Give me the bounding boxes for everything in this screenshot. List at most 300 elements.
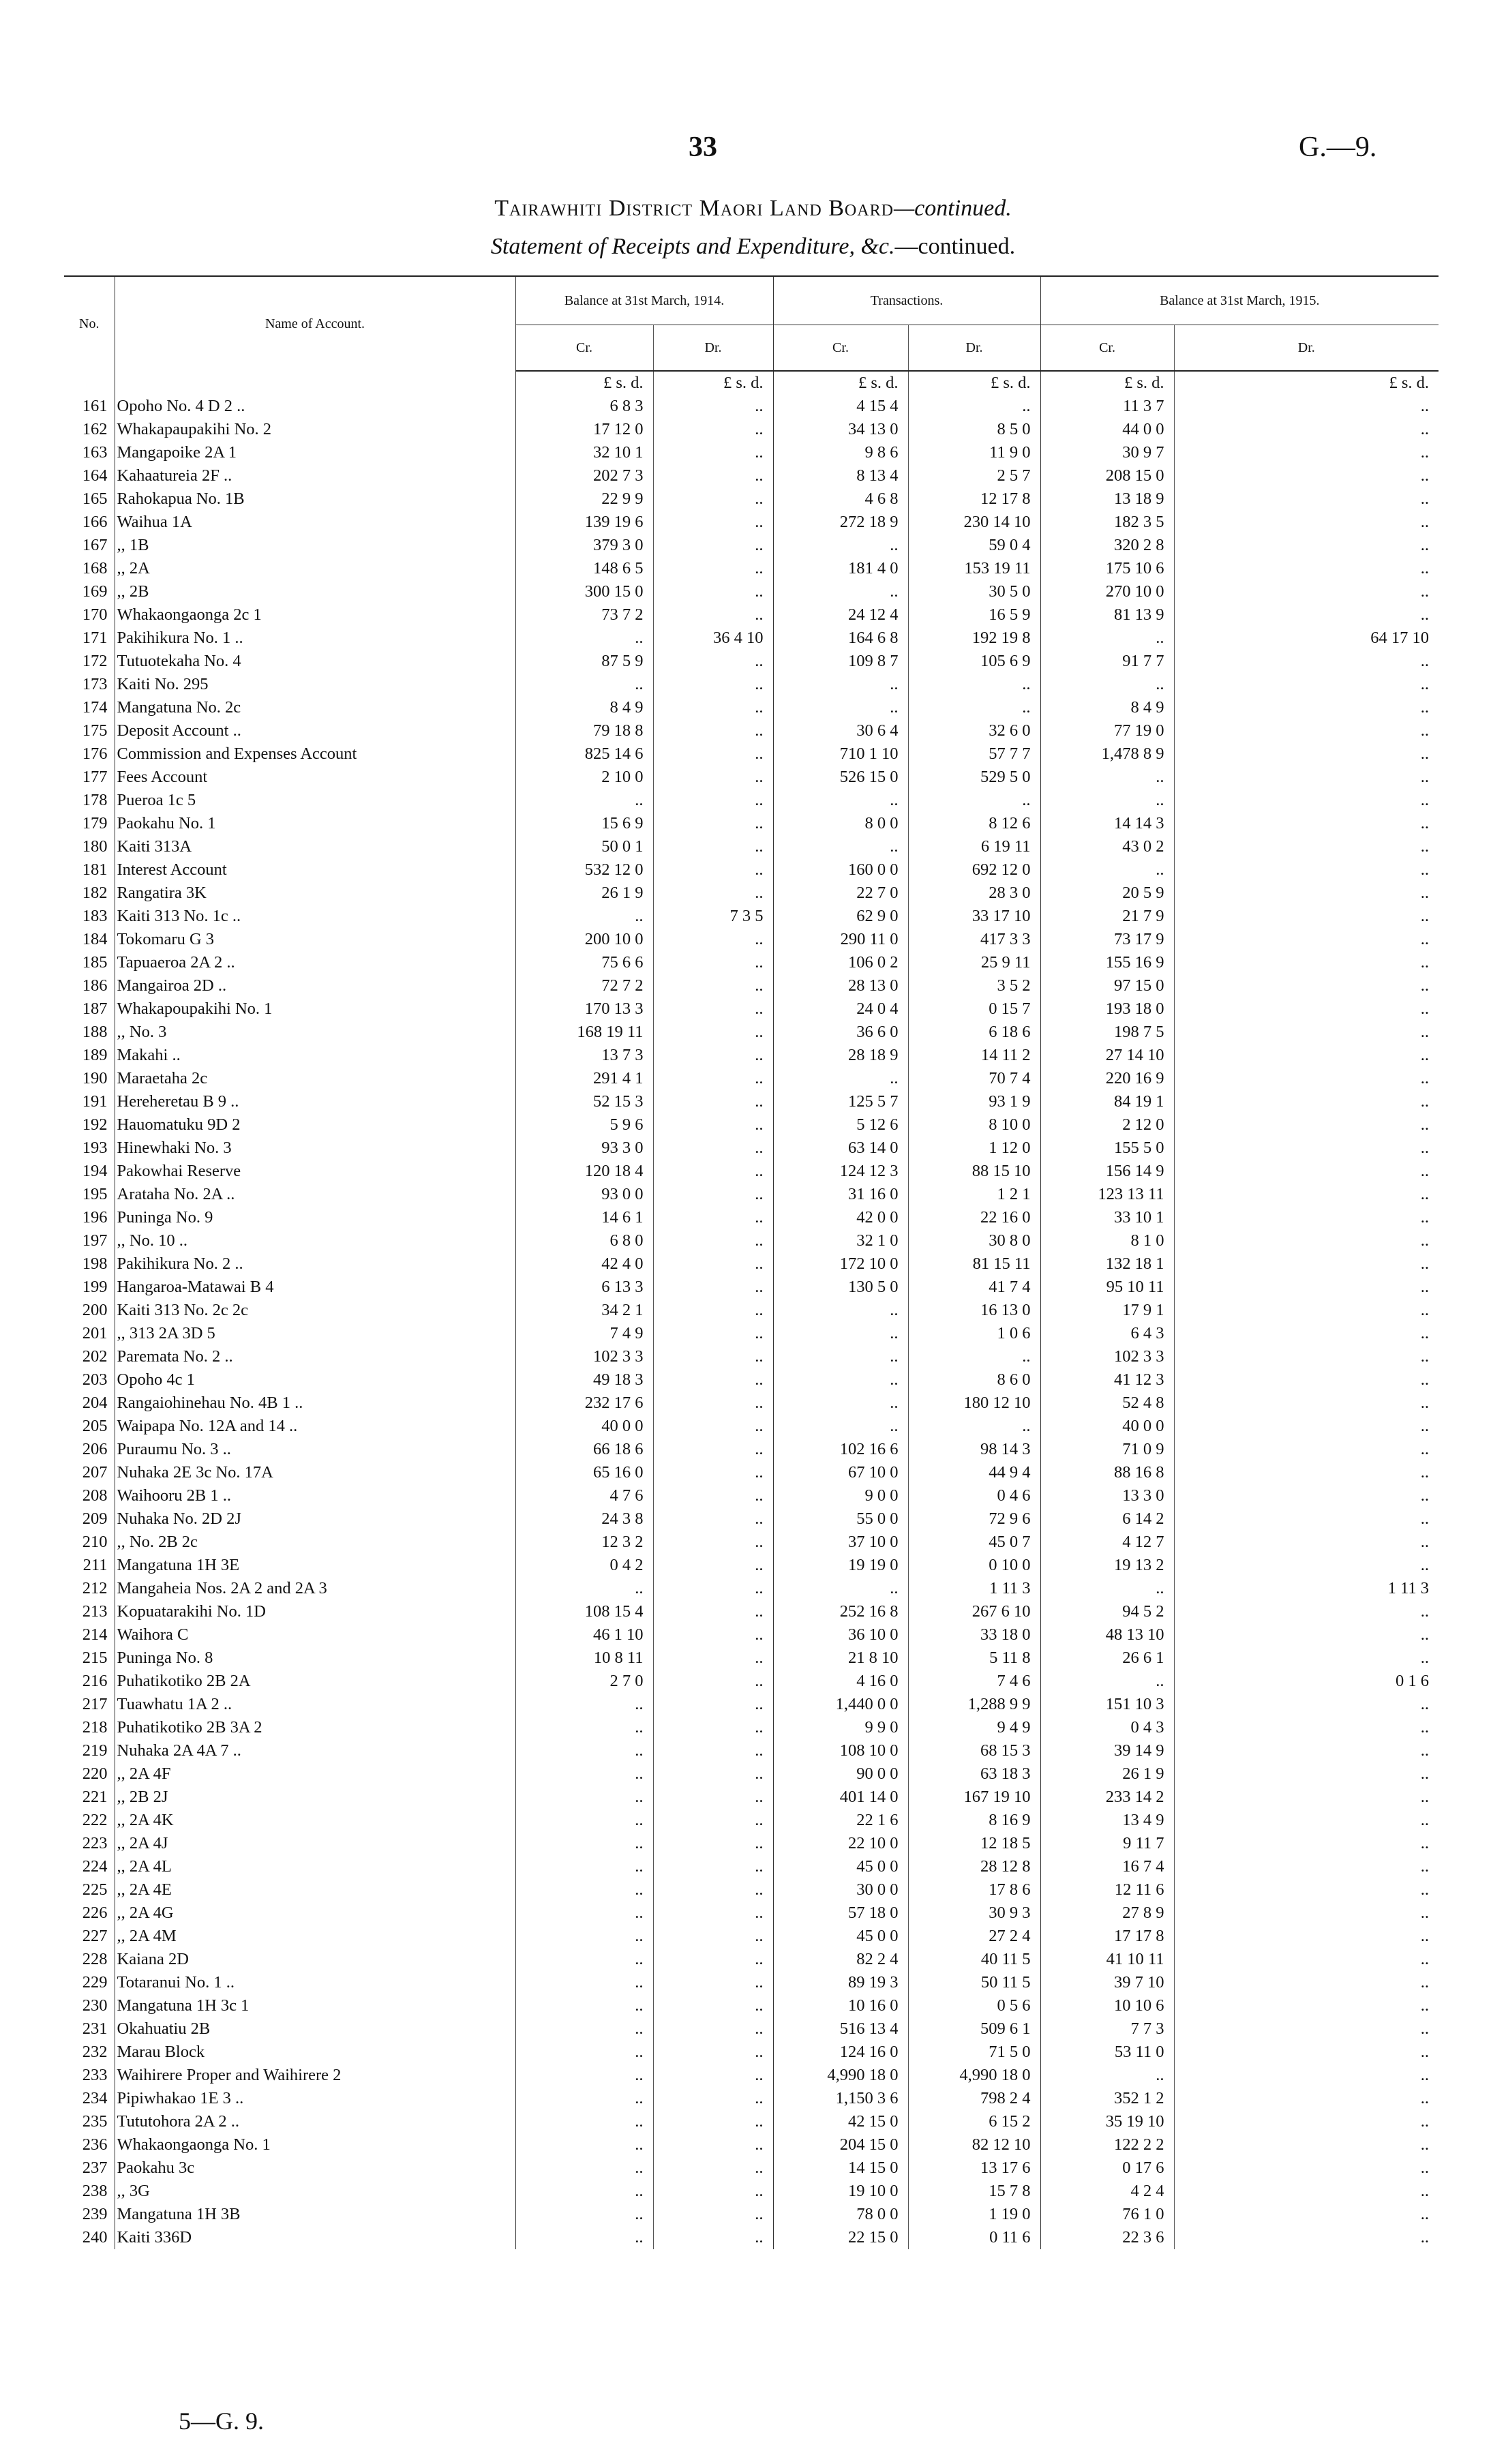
transactions-dr: 8 5 0 xyxy=(908,418,1040,441)
page-subtitle xyxy=(0,234,1506,260)
account-name: Hereheretau B 9 .. xyxy=(115,1090,515,1113)
footer-signature: 5—G. 9. xyxy=(179,2407,264,2435)
account-number: 234 xyxy=(82,2089,108,2107)
balance-1914-dr: .. xyxy=(653,1392,773,1415)
balance-1915-dr: .. xyxy=(1174,2017,1439,2041)
balance-1914-cr: 148 6 5 xyxy=(515,557,653,580)
balance-1915-cr: 10 10 6 xyxy=(1040,1994,1174,2017)
account-number: 209 xyxy=(82,1509,108,1528)
balance-1914-dr: .. xyxy=(653,418,773,441)
account-name: Tokomaru G 3 xyxy=(115,928,515,951)
transactions-cr: 22 10 0 xyxy=(773,1832,908,1855)
table-row xyxy=(64,696,1439,719)
table-row xyxy=(64,1855,1439,1878)
balance-1915-cr: 17 9 1 xyxy=(1040,1299,1174,1322)
balance-1915-dr: .. xyxy=(1174,1994,1439,2017)
balance-1914-cr: .. xyxy=(515,1902,653,1925)
balance-1914-dr: .. xyxy=(653,742,773,766)
transactions-cr: .. xyxy=(773,1067,908,1090)
balance-1915-dr: .. xyxy=(1174,1206,1439,1229)
transactions-dr: 1 11 3 xyxy=(908,1577,1040,1600)
transactions-cr: 252 16 8 xyxy=(773,1600,908,1623)
balance-1915-cr: 88 16 8 xyxy=(1040,1461,1174,1484)
balance-1915-dr: .. xyxy=(1174,1438,1439,1461)
balance-1915-cr: 175 10 6 xyxy=(1040,557,1174,580)
transactions-dr: .. xyxy=(908,673,1040,696)
transactions-cr: 124 12 3 xyxy=(773,1160,908,1183)
transactions-cr: 19 19 0 xyxy=(773,1554,908,1577)
balance-1914-cr: 532 12 0 xyxy=(515,858,653,882)
account-name: Puninga No. 8 xyxy=(115,1647,515,1670)
balance-1914-cr: 73 7 2 xyxy=(515,603,653,627)
account-number: 165 xyxy=(82,490,108,508)
account-number: 163 xyxy=(82,443,108,462)
account-name: Waihooru 2B 1 .. xyxy=(115,1484,515,1507)
transactions-dr: .. xyxy=(908,789,1040,812)
account-name: Tapuaeroa 2A 2 .. xyxy=(115,951,515,974)
balance-1915-cr: 26 6 1 xyxy=(1040,1647,1174,1670)
balance-1915-dr: .. xyxy=(1174,1021,1439,1044)
account-number: 227 xyxy=(82,1927,108,1945)
balance-1914-cr: .. xyxy=(515,2110,653,2133)
currency-unit: £ s. d. xyxy=(908,371,1040,395)
account-name: Hangaroa-Matawai B 4 xyxy=(115,1276,515,1299)
balance-1914-dr: .. xyxy=(653,789,773,812)
balance-1915-dr: .. xyxy=(1174,789,1439,812)
account-number: 218 xyxy=(82,1718,108,1737)
balance-1915-dr: .. xyxy=(1174,1693,1439,1716)
balance-1914-cr: 108 15 4 xyxy=(515,1600,653,1623)
account-name: Waihirere Proper and Waihirere 2 xyxy=(115,2064,515,2087)
account-number: 223 xyxy=(82,1834,108,1852)
balance-1915-cr: 2 12 0 xyxy=(1040,1113,1174,1137)
table-row xyxy=(64,1716,1439,1739)
account-number: 182 xyxy=(82,884,108,902)
balance-1914-dr: .. xyxy=(653,2064,773,2087)
balance-1915-dr: .. xyxy=(1174,1229,1439,1252)
table-row xyxy=(64,1878,1439,1902)
account-name: Puraumu No. 3 .. xyxy=(115,1438,515,1461)
table-row xyxy=(64,1137,1439,1160)
balance-1915-dr: 64 17 10 xyxy=(1174,627,1439,650)
balance-1915-cr: 132 18 1 xyxy=(1040,1252,1174,1276)
balance-1914-cr: 7 4 9 xyxy=(515,1322,653,1345)
table-row xyxy=(64,2087,1439,2110)
balance-1914-cr: 168 19 11 xyxy=(515,1021,653,1044)
account-number: 167 xyxy=(82,536,108,554)
balance-1915-cr: 71 0 9 xyxy=(1040,1438,1174,1461)
transactions-dr: 167 19 10 xyxy=(908,1786,1040,1809)
balance-1914-dr: .. xyxy=(653,1368,773,1392)
table-row xyxy=(64,2226,1439,2249)
balance-1914-dr: .. xyxy=(653,2041,773,2064)
transactions-dr: 28 12 8 xyxy=(908,1855,1040,1878)
table-row xyxy=(64,812,1439,835)
account-name: Fees Account xyxy=(115,766,515,789)
balance-1915-cr: 123 13 11 xyxy=(1040,1183,1174,1206)
account-name: ,, No. 10 .. xyxy=(115,1229,515,1252)
transactions-cr: 55 0 0 xyxy=(773,1507,908,1531)
transactions-cr: 290 11 0 xyxy=(773,928,908,951)
balance-1915-cr: .. xyxy=(1040,627,1174,650)
balance-1914-cr: 52 15 3 xyxy=(515,1090,653,1113)
balance-1914-dr: .. xyxy=(653,1021,773,1044)
balance-1915-cr: 52 4 8 xyxy=(1040,1392,1174,1415)
balance-1915-dr: .. xyxy=(1174,464,1439,487)
balance-1914-dr: .. xyxy=(653,1299,773,1322)
balance-1914-dr: .. xyxy=(653,1600,773,1623)
account-number: 194 xyxy=(82,1162,108,1180)
balance-1915-cr: 155 5 0 xyxy=(1040,1137,1174,1160)
balance-1914-cr: 200 10 0 xyxy=(515,928,653,951)
balance-1914-cr: .. xyxy=(515,2157,653,2180)
balance-1915-cr: 8 1 0 xyxy=(1040,1229,1174,1252)
balance-1915-cr: 41 12 3 xyxy=(1040,1368,1174,1392)
table-row xyxy=(64,2017,1439,2041)
balance-1915-dr: .. xyxy=(1174,557,1439,580)
table-row xyxy=(64,1809,1439,1832)
account-name: Rangatira 3K xyxy=(115,882,515,905)
balance-1915-cr: 39 7 10 xyxy=(1040,1971,1174,1994)
table-row xyxy=(64,1067,1439,1090)
balance-1915-cr: 35 19 10 xyxy=(1040,2110,1174,2133)
table-row xyxy=(64,1160,1439,1183)
balance-1915-cr: 20 5 9 xyxy=(1040,882,1174,905)
balance-1914-cr: 87 5 9 xyxy=(515,650,653,673)
account-name: Commission and Expenses Account xyxy=(115,742,515,766)
account-name: Tuawhatu 1A 2 .. xyxy=(115,1693,515,1716)
account-name: ,, 2A 4K xyxy=(115,1809,515,1832)
balance-1915-dr: 0 1 6 xyxy=(1174,1670,1439,1693)
account-number: 213 xyxy=(82,1602,108,1621)
account-number: 240 xyxy=(82,2228,108,2247)
balance-1915-dr: .. xyxy=(1174,1971,1439,1994)
transactions-dr: 44 9 4 xyxy=(908,1461,1040,1484)
transactions-cr: 30 6 4 xyxy=(773,719,908,742)
balance-1915-cr: 73 17 9 xyxy=(1040,928,1174,951)
table-row xyxy=(64,2064,1439,2087)
transactions-cr: 516 13 4 xyxy=(773,2017,908,2041)
balance-1914-cr: .. xyxy=(515,1809,653,1832)
account-number: 183 xyxy=(82,907,108,925)
transactions-dr: 33 18 0 xyxy=(908,1623,1040,1647)
account-name: Nuhaka No. 2D 2J xyxy=(115,1507,515,1531)
account-name: ,, 1B xyxy=(115,534,515,557)
transactions-dr: 70 7 4 xyxy=(908,1067,1040,1090)
balance-1915-cr: 95 10 11 xyxy=(1040,1276,1174,1299)
transactions-dr: 28 3 0 xyxy=(908,882,1040,905)
account-name: Whakaongaonga No. 1 xyxy=(115,2133,515,2157)
transactions-dr: 6 15 2 xyxy=(908,2110,1040,2133)
balance-1914-dr: 36 4 10 xyxy=(653,627,773,650)
account-number: 230 xyxy=(82,1996,108,2015)
transactions-dr: 33 17 10 xyxy=(908,905,1040,928)
account-name: Kaiti 336D xyxy=(115,2226,515,2249)
balance-1915-cr: 13 4 9 xyxy=(1040,1809,1174,1832)
balance-1915-dr: .. xyxy=(1174,1345,1439,1368)
balance-1914-cr: 291 4 1 xyxy=(515,1067,653,1090)
transactions-cr: .. xyxy=(773,1322,908,1345)
balance-1915-dr: .. xyxy=(1174,1762,1439,1786)
balance-1914-cr: .. xyxy=(515,2180,653,2203)
table-row xyxy=(64,2203,1439,2226)
account-name: Waihora C xyxy=(115,1623,515,1647)
table-row xyxy=(64,2157,1439,2180)
balance-1915-cr: .. xyxy=(1040,1670,1174,1693)
balance-1915-dr: .. xyxy=(1174,1461,1439,1484)
transactions-dr: 81 15 11 xyxy=(908,1252,1040,1276)
balance-1915-dr: .. xyxy=(1174,812,1439,835)
table-row xyxy=(64,1693,1439,1716)
account-name: Hauomatuku 9D 2 xyxy=(115,1113,515,1137)
account-name: Puhatikotiko 2B 3A 2 xyxy=(115,1716,515,1739)
table-row xyxy=(64,1252,1439,1276)
balance-1915-cr: 156 14 9 xyxy=(1040,1160,1174,1183)
account-number: 161 xyxy=(82,397,108,415)
transactions-cr: 4 6 8 xyxy=(773,487,908,511)
table-row xyxy=(64,580,1439,603)
balance-1915-dr: .. xyxy=(1174,650,1439,673)
table-row xyxy=(64,534,1439,557)
transactions-dr: 1 0 6 xyxy=(908,1322,1040,1345)
balance-1915-dr: .. xyxy=(1174,1878,1439,1902)
balance-1914-cr: 5 9 6 xyxy=(515,1113,653,1137)
table-row xyxy=(64,1994,1439,2017)
balance-1915-cr: 208 15 0 xyxy=(1040,464,1174,487)
balance-1914-dr: .. xyxy=(653,951,773,974)
table-row xyxy=(64,441,1439,464)
balance-1914-cr: 22 9 9 xyxy=(515,487,653,511)
balance-1915-cr: 41 10 11 xyxy=(1040,1948,1174,1971)
account-number: 222 xyxy=(82,1811,108,1829)
transactions-dr: 98 14 3 xyxy=(908,1438,1040,1461)
transactions-cr: .. xyxy=(773,1577,908,1600)
table-row xyxy=(64,2041,1439,2064)
balance-1914-dr: .. xyxy=(653,395,773,418)
account-name: Opoho 4c 1 xyxy=(115,1368,515,1392)
account-name: Mangairoa 2D .. xyxy=(115,974,515,997)
balance-1915-cr: .. xyxy=(1040,2064,1174,2087)
transactions-dr: 1 19 0 xyxy=(908,2203,1040,2226)
balance-1914-cr: 75 6 6 xyxy=(515,951,653,974)
table-row xyxy=(64,464,1439,487)
balance-1914-dr: .. xyxy=(653,1252,773,1276)
balance-1915-cr: .. xyxy=(1040,673,1174,696)
balance-1914-cr: 2 10 0 xyxy=(515,766,653,789)
balance-1915-cr: 17 17 8 xyxy=(1040,1925,1174,1948)
account-name: Whakaongaonga 2c 1 xyxy=(115,603,515,627)
balance-1914-cr: 8 4 9 xyxy=(515,696,653,719)
transactions-dr: 30 8 0 xyxy=(908,1229,1040,1252)
balance-1914-dr: .. xyxy=(653,464,773,487)
balance-1914-cr: 120 18 4 xyxy=(515,1160,653,1183)
balance-1914-cr: 15 6 9 xyxy=(515,812,653,835)
table-row xyxy=(64,1392,1439,1415)
account-number: 176 xyxy=(82,745,108,763)
balance-1914-cr: 46 1 10 xyxy=(515,1623,653,1647)
table-row xyxy=(64,766,1439,789)
balance-1914-dr: .. xyxy=(653,2203,773,2226)
balance-1915-cr: 48 13 10 xyxy=(1040,1623,1174,1647)
balance-1914-dr: .. xyxy=(653,1137,773,1160)
balance-1914-dr: .. xyxy=(653,557,773,580)
table-row xyxy=(64,395,1439,418)
header-transactions: Transactions. xyxy=(773,276,1040,325)
balance-1915-cr: 102 3 3 xyxy=(1040,1345,1174,1368)
transactions-cr: .. xyxy=(773,1345,908,1368)
account-name: Pueroa 1c 5 xyxy=(115,789,515,812)
table-row xyxy=(64,1322,1439,1345)
transactions-dr: 1 12 0 xyxy=(908,1137,1040,1160)
transactions-dr: 40 11 5 xyxy=(908,1948,1040,1971)
transactions-cr: 102 16 6 xyxy=(773,1438,908,1461)
balance-1914-cr: 232 17 6 xyxy=(515,1392,653,1415)
account-number: 235 xyxy=(82,2112,108,2131)
account-number: 199 xyxy=(82,1278,108,1296)
table-row xyxy=(64,557,1439,580)
title-suffix: —continued. xyxy=(893,196,1012,221)
balance-1915-cr: 53 11 0 xyxy=(1040,2041,1174,2064)
account-number: 162 xyxy=(82,420,108,438)
balance-1915-dr: .. xyxy=(1174,882,1439,905)
balance-1914-dr: .. xyxy=(653,696,773,719)
balance-1914-dr: .. xyxy=(653,1554,773,1577)
table-row xyxy=(64,1739,1439,1762)
transactions-cr: 1,440 0 0 xyxy=(773,1693,908,1716)
balance-1915-dr: .. xyxy=(1174,1392,1439,1415)
balance-1915-dr: .. xyxy=(1174,1299,1439,1322)
transactions-dr: 105 6 9 xyxy=(908,650,1040,673)
account-number: 219 xyxy=(82,1741,108,1760)
balance-1914-cr: .. xyxy=(515,627,653,650)
transactions-cr: 45 0 0 xyxy=(773,1925,908,1948)
balance-1914-cr: .. xyxy=(515,1786,653,1809)
balance-1914-dr: .. xyxy=(653,928,773,951)
transactions-cr: 130 5 0 xyxy=(773,1276,908,1299)
transactions-cr: 9 8 6 xyxy=(773,441,908,464)
table-row xyxy=(64,1484,1439,1507)
balance-1915-dr: .. xyxy=(1174,951,1439,974)
transactions-cr: .. xyxy=(773,789,908,812)
table-row xyxy=(64,1276,1439,1299)
balance-1915-dr: .. xyxy=(1174,1600,1439,1623)
account-number: 181 xyxy=(82,860,108,879)
transactions-dr: 30 9 3 xyxy=(908,1902,1040,1925)
transactions-dr: 1,288 9 9 xyxy=(908,1693,1040,1716)
account-number: 195 xyxy=(82,1185,108,1203)
balance-1915-dr: .. xyxy=(1174,1902,1439,1925)
header-cr: Cr. xyxy=(515,325,653,372)
balance-1914-dr: .. xyxy=(653,1762,773,1786)
transactions-dr: 4,990 18 0 xyxy=(908,2064,1040,2087)
balance-1914-cr: .. xyxy=(515,1948,653,1971)
account-number: 180 xyxy=(82,837,108,856)
balance-1914-cr: .. xyxy=(515,1925,653,1948)
transactions-cr: 82 2 4 xyxy=(773,1948,908,1971)
account-name: Marau Block xyxy=(115,2041,515,2064)
account-name: ,, 3G xyxy=(115,2180,515,2203)
balance-1914-cr: 0 4 2 xyxy=(515,1554,653,1577)
balance-1914-dr: .. xyxy=(653,1786,773,1809)
account-number: 200 xyxy=(82,1301,108,1319)
transactions-cr: 22 7 0 xyxy=(773,882,908,905)
balance-1915-cr: 122 2 2 xyxy=(1040,2133,1174,2157)
transactions-dr: .. xyxy=(908,696,1040,719)
balance-1914-dr: .. xyxy=(653,580,773,603)
account-number: 210 xyxy=(82,1533,108,1551)
balance-1914-cr: 72 7 2 xyxy=(515,974,653,997)
header-balance-1914: Balance at 31st March, 1914. xyxy=(515,276,773,325)
balance-1914-cr: .. xyxy=(515,1739,653,1762)
table-row xyxy=(64,2180,1439,2203)
header-dr: Dr. xyxy=(653,325,773,372)
balance-1914-dr: .. xyxy=(653,882,773,905)
account-name: Mangatuna 1H 3c 1 xyxy=(115,1994,515,2017)
balance-1914-dr: .. xyxy=(653,1507,773,1531)
transactions-cr: 9 9 0 xyxy=(773,1716,908,1739)
account-name: ,, 2B xyxy=(115,580,515,603)
transactions-dr: 0 11 6 xyxy=(908,2226,1040,2249)
balance-1914-cr: .. xyxy=(515,673,653,696)
transactions-cr: 42 15 0 xyxy=(773,2110,908,2133)
balance-1915-cr: 9 11 7 xyxy=(1040,1832,1174,1855)
table-row xyxy=(64,1461,1439,1484)
transactions-dr: 13 17 6 xyxy=(908,2157,1040,2180)
transactions-dr: 0 4 6 xyxy=(908,1484,1040,1507)
account-number: 212 xyxy=(82,1579,108,1597)
balance-1914-dr: .. xyxy=(653,487,773,511)
balance-1914-dr: .. xyxy=(653,2017,773,2041)
account-name: Okahuatiu 2B xyxy=(115,2017,515,2041)
account-name: ,, 2A 4E xyxy=(115,1878,515,1902)
account-name: Kopuatarakihi No. 1D xyxy=(115,1600,515,1623)
balance-1915-dr: .. xyxy=(1174,1276,1439,1299)
account-number: 237 xyxy=(82,2159,108,2177)
balance-1915-cr: 21 7 9 xyxy=(1040,905,1174,928)
account-name: Mangatuna 1H 3E xyxy=(115,1554,515,1577)
account-name: ,, 2A 4M xyxy=(115,1925,515,1948)
transactions-cr: 124 16 0 xyxy=(773,2041,908,2064)
header-dr: Dr. xyxy=(908,325,1040,372)
balance-1915-dr: .. xyxy=(1174,835,1439,858)
balance-1914-dr: .. xyxy=(653,997,773,1021)
account-number: 178 xyxy=(82,791,108,809)
balance-1915-cr: 84 19 1 xyxy=(1040,1090,1174,1113)
account-name: Hinewhaki No. 3 xyxy=(115,1137,515,1160)
balance-1915-cr: 182 3 5 xyxy=(1040,511,1174,534)
balance-1914-cr: 34 2 1 xyxy=(515,1299,653,1322)
balance-1914-cr: 13 7 3 xyxy=(515,1044,653,1067)
account-number: 197 xyxy=(82,1231,108,1250)
balance-1915-cr: 81 13 9 xyxy=(1040,603,1174,627)
balance-1915-dr: .. xyxy=(1174,534,1439,557)
balance-1915-dr: .. xyxy=(1174,1948,1439,1971)
balance-1914-dr: .. xyxy=(653,1948,773,1971)
balance-1914-cr: 65 16 0 xyxy=(515,1461,653,1484)
account-number: 198 xyxy=(82,1254,108,1273)
account-number: 238 xyxy=(82,2182,108,2200)
balance-1915-cr: .. xyxy=(1040,766,1174,789)
transactions-cr: 710 1 10 xyxy=(773,742,908,766)
account-name: Kaiti 313 No. 2c 2c xyxy=(115,1299,515,1322)
balance-1914-dr: .. xyxy=(653,2133,773,2157)
header-no: No. xyxy=(64,276,115,371)
balance-1915-dr: .. xyxy=(1174,974,1439,997)
table-body xyxy=(64,371,1439,2249)
balance-1914-dr: .. xyxy=(653,1577,773,1600)
balance-1914-dr: .. xyxy=(653,812,773,835)
account-number: 177 xyxy=(82,768,108,786)
